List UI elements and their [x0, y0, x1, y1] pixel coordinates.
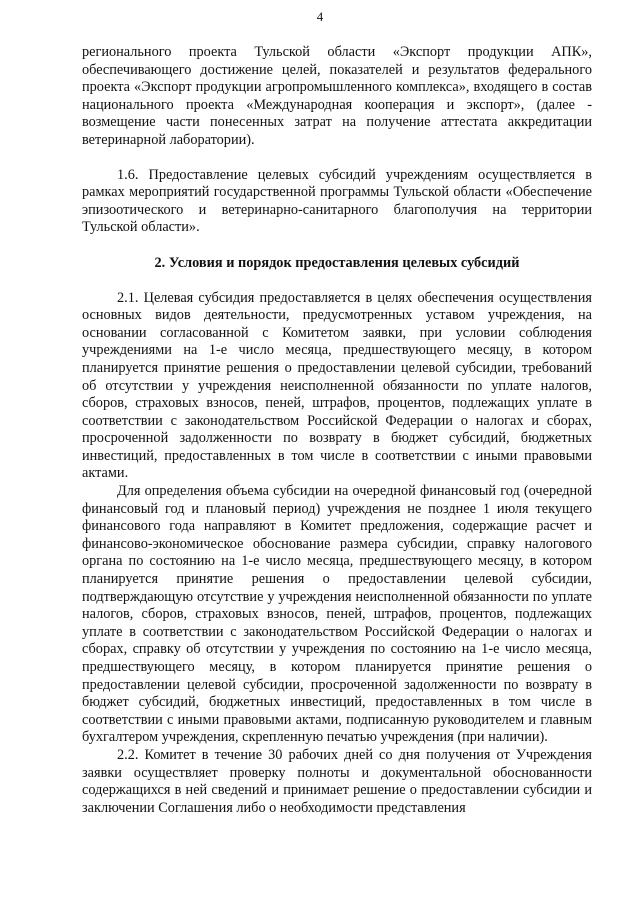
paragraph-2-2: 2.2. Комитет в течение 30 рабочих дней со дня получения от Учреждения заявки осуществляет проверку полноты и документальной обоснованности содержащихся в ней сведений и принимает решение о предоставлении субсидии и заключении Соглашения либо о необходимости представления — [82, 746, 592, 816]
paragraph-continuation: регионального проекта Тульской области «Экспорт продукции АПК», обеспечивающего достижение целей, показателей и результатов федерального проекта «Экспорт продукции агропромышленного комплекса», входящего в состав национального проекта «Международная кооперация и экспорт», (далее - возмещение части понесенных затрат на получение аттестата аккредитации ветеринарной лаборатории). — [82, 44, 592, 148]
paragraph-2-1-volume: Для определения объема субсидии на очередной финансовый год (очередной финансовый год и плановый период) учреждения не позднее 1 июля текущего финансового года направляют в Комитет предложения, содержащие расчет и финансово-экономическое обоснование размера субсидии, справку налогового органа по состоянию на 1-е число месяца, предшествующего месяцу, в котором планируется принятие решения о предоставлении целевой субсидии, подтверждающую отсутствие у учреждения неисполненной обязанности по уплате налогов, сборов, страховых взносов, пеней, штрафов, процентов, подлежащих уплате в соответствии с законодательством Российской Федерации о налогах и сборах, справку об отсутствии у учреждения по состоянию на 1-е число месяца, предшествующего месяцу, в котором планируется принятие решения о предоставлении целевой субсидии, просроченной задолженности по возврату в бюджет субсидий, бюджетных инвестиций, предоставленных в том числе в соответствии с иными правовыми актами, подписанную руководителем и главным бухгалтером учреждения, скрепленную печатью учреждения (при наличии). — [82, 483, 592, 746]
document-body — [82, 44, 592, 817]
page-number: 4 — [316, 9, 324, 24]
paragraph-1-6: 1.6. Предоставление целевых субсидий учреждениям осуществляется в рамках мероприятий государственной программы Тульской области «Обеспечение эпизоотического и ветеринарно-санитарного благополучия на территории Тульской области». — [82, 166, 592, 236]
section-2-heading: 2. Условия и порядок предоставления целевых субсидий — [154, 254, 520, 271]
paragraph-2-1: 2.1. Целевая субсидия предоставляется в целях обеспечения осуществления основных видов деятельности, предусмотренных уставом учреждения, на основании согласованной с Комитетом заявки, при условии соблюдения учреждениями на 1-е число месяца, предшествующего месяцу, в котором планируется принятие решения о предоставлении целевой субсидии, требований об отсутствии у учреждения неисполненной обязанности по уплате налогов, сборов, страховых взносов, пеней, штрафов, процентов, подлежащих уплате в соответствии с законодательством Российской Федерации о налогах и сборах, просроченной задолженности по возврату в бюджет субсидий, бюджетных инвестиций, предоставленных в том числе в соответствии с иными правовыми актами. — [82, 289, 592, 482]
